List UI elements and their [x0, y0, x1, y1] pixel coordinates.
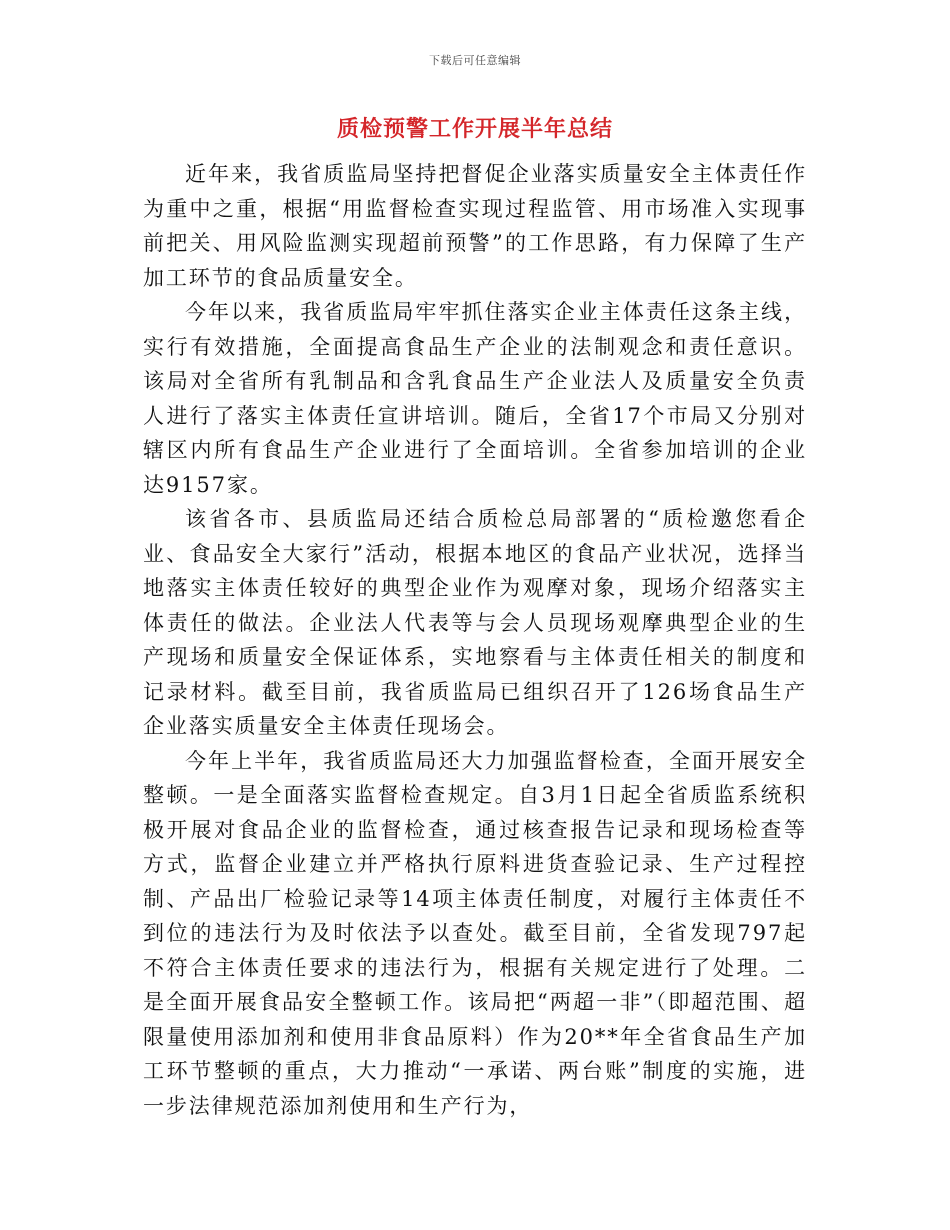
paragraph-2: 今年以来，我省质监局牢牢抓住落实企业主体责任这条主线，实行有效措施，全面提高食品生产企业的法制观念和责任意识。该局对全省所有乳制品和含乳食品生产企业法人及质量安全负责人进行了落实主体责任宣讲培训。随后，全省17个市局又分别对辖区内所有食品生产企业进行了全面培训。全省参加培训的企业达9157家。	[143, 300, 807, 497]
paragraph-1: 近年来，我省质监局坚持把督促企业落实质量安全主体责任作为重中之重，根据“用监督检查实现过程监管、用市场准入实现事前把关、用风险监测实现超前预警”的工作思路，有力保障了生产加工环节的食品质量安全。	[143, 162, 807, 290]
document-title: 质检预警工作开展半年总结	[336, 117, 613, 142]
document-body	[143, 157, 807, 1123]
paragraph-3: 该省各市、县质监局还结合质检总局部署的“质检邀您看企业、食品安全大家行”活动，根据本地区的食品产业状况，选择当地落实主体责任较好的典型企业作为观摩对象，现场介绍落实主体责任的做法。企业法人代表等与会人员现场观摩典型企业的生产现场和质量安全保证体系，实地察看与主体责任相关的制度和记录材料。截至目前，我省质监局已组织召开了126场食品生产企业落实质量安全主体责任现场会。	[143, 507, 807, 738]
paragraph-4: 今年上半年，我省质监局还大力加强监督检查，全面开展安全整顿。一是全面落实监督检查规定。自3月1日起全省质监系统积极开展对食品企业的监督检查，通过核查报告记录和现场检查等方式，监督企业建立并严格执行原料进货查验记录、生产过程控制、产品出厂检验记录等14项主体责任制度，对履行主体责任不到位的违法行为及时依法予以查处。截至目前，全省发现797起不符合主体责任要求的违法行为，根据有关规定进行了处理。二是全面开展食品安全整顿工作。该局把“两超一非”（即超范围、超限量使用添加剂和使用非食品原料）作为20**年全省食品生产加工环节整顿的重点，大力推动“一承诺、两台账”制度的实施，进一步法律规范添加剂使用和生产行为，	[143, 748, 807, 1118]
header-note: 下载后可任意编辑	[429, 54, 521, 67]
